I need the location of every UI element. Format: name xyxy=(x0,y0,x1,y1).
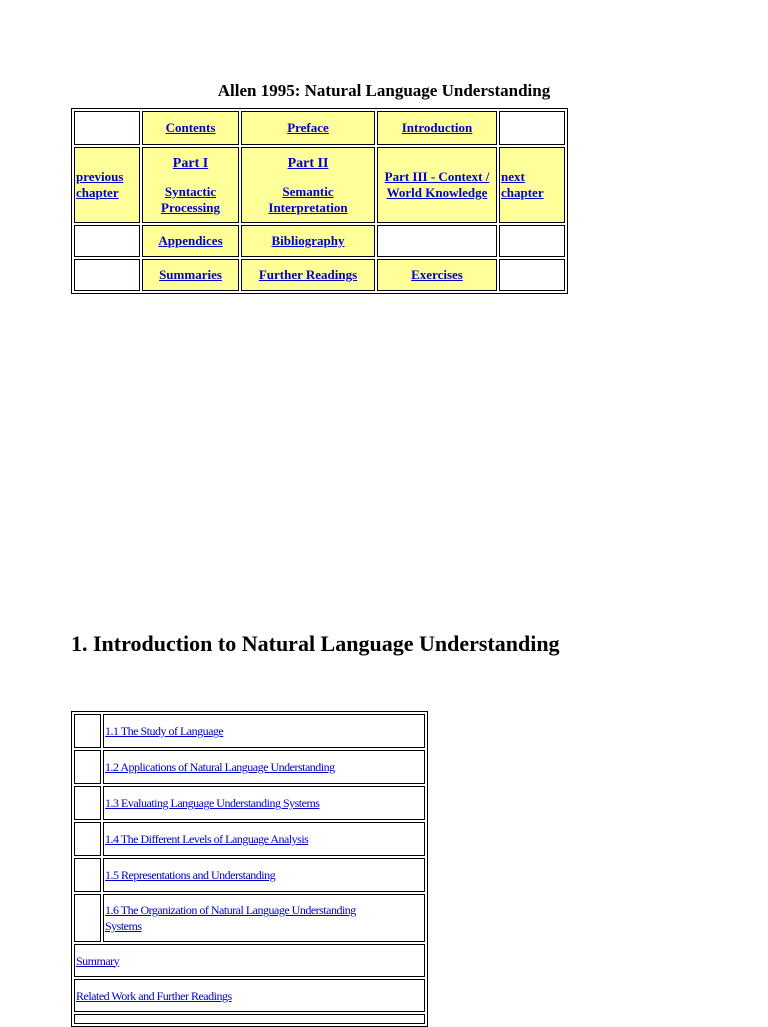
nav-empty-cell xyxy=(74,111,140,145)
nav-cell-previous xyxy=(74,147,140,223)
empty-row xyxy=(74,1014,425,1024)
introduction-link[interactable]: Introduction xyxy=(401,120,473,135)
part3-line2: World Knowledge xyxy=(386,185,488,200)
nav-cell-further-readings xyxy=(241,259,375,291)
part1-line2: Processing xyxy=(161,199,220,215)
previous-line1: previous xyxy=(76,169,124,184)
next-line1: next xyxy=(501,169,525,184)
section-row xyxy=(103,822,425,856)
nav-empty-cell xyxy=(499,225,565,257)
exercises-link[interactable]: Exercises xyxy=(411,267,463,282)
nav-cell-preface xyxy=(241,111,375,145)
section-row xyxy=(103,786,425,820)
part1-link[interactable]: Part I xyxy=(172,155,209,171)
part2-link[interactable]: Part II xyxy=(287,155,329,171)
nav-cell-contents xyxy=(142,111,239,145)
nav-cell-bibliography xyxy=(241,225,375,257)
part3-line1: Part III - Context / xyxy=(384,169,490,184)
section-row xyxy=(103,750,425,784)
section-indent-cell xyxy=(74,822,101,856)
section-row xyxy=(103,894,425,942)
nav-empty-cell xyxy=(74,225,140,257)
section-indent-cell xyxy=(74,894,101,942)
section-link-1-1[interactable]: 1.1 The Study of Language xyxy=(105,724,224,738)
section-link-1-3[interactable]: 1.3 Evaluating Language Understanding Systems xyxy=(105,796,320,810)
section-indent-cell xyxy=(74,786,101,820)
nav-cell-exercises xyxy=(377,259,497,291)
syntactic-processing-link[interactable] xyxy=(161,184,220,215)
next-chapter-link[interactable] xyxy=(501,169,544,200)
nav-cell-appendices xyxy=(142,225,239,257)
part2-line1: Semantic xyxy=(282,183,334,199)
contents-link[interactable]: Contents xyxy=(165,120,216,135)
nav-cell-summaries xyxy=(142,259,239,291)
section-link-1-5[interactable]: 1.5 Representations and Understanding xyxy=(105,868,276,882)
section-1-6-line1: 1.6 The Organization of Natural Language Understanding xyxy=(105,903,356,917)
nav-cell-part1 xyxy=(142,147,239,223)
part3-link[interactable] xyxy=(385,169,490,200)
summary-link[interactable]: Summary xyxy=(76,953,120,968)
section-row xyxy=(103,714,425,748)
section-1-6-line2: Systems xyxy=(105,919,142,933)
section-indent-cell xyxy=(74,714,101,748)
further-readings-link[interactable]: Further Readings xyxy=(258,267,358,282)
section-indent-cell xyxy=(74,750,101,784)
nav-cell-introduction xyxy=(377,111,497,145)
nav-empty-cell xyxy=(377,225,497,257)
section-link-1-6[interactable] xyxy=(105,903,356,933)
previous-line2: chapter xyxy=(76,185,119,200)
part2-line2: Interpretation xyxy=(268,199,348,215)
section-row xyxy=(103,858,425,892)
nav-empty-cell xyxy=(499,259,565,291)
navigation-table xyxy=(71,108,568,294)
related-work-link[interactable]: Related Work and Further Readings xyxy=(76,988,232,1003)
part1-line1: Syntactic xyxy=(164,183,217,199)
related-work-row xyxy=(74,979,425,1012)
bibliography-link[interactable]: Bibliography xyxy=(271,233,345,248)
appendices-link[interactable]: Appendices xyxy=(158,233,223,248)
nav-empty-cell xyxy=(74,259,140,291)
section-link-1-2[interactable]: 1.2 Applications of Natural Language Understanding xyxy=(105,760,335,774)
previous-chapter-link[interactable] xyxy=(76,169,123,200)
nav-cell-next xyxy=(499,147,565,223)
semantic-interpretation-link[interactable] xyxy=(268,184,347,215)
summaries-link[interactable]: Summaries xyxy=(159,267,222,282)
section-indent-cell xyxy=(74,858,101,892)
page-title: Allen 1995: Natural Language Understanding xyxy=(217,81,551,100)
nav-cell-part2 xyxy=(241,147,375,223)
summary-row xyxy=(74,944,425,977)
section-link-1-4[interactable]: 1.4 The Different Levels of Language Analysis xyxy=(105,832,309,846)
preface-link[interactable]: Preface xyxy=(287,120,329,135)
sections-table xyxy=(71,711,428,1027)
nav-cell-part3 xyxy=(377,147,497,223)
nav-empty-cell xyxy=(499,111,565,145)
next-line2: chapter xyxy=(501,185,544,200)
chapter-title: 1. Introduction to Natural Language Understanding xyxy=(71,631,560,656)
